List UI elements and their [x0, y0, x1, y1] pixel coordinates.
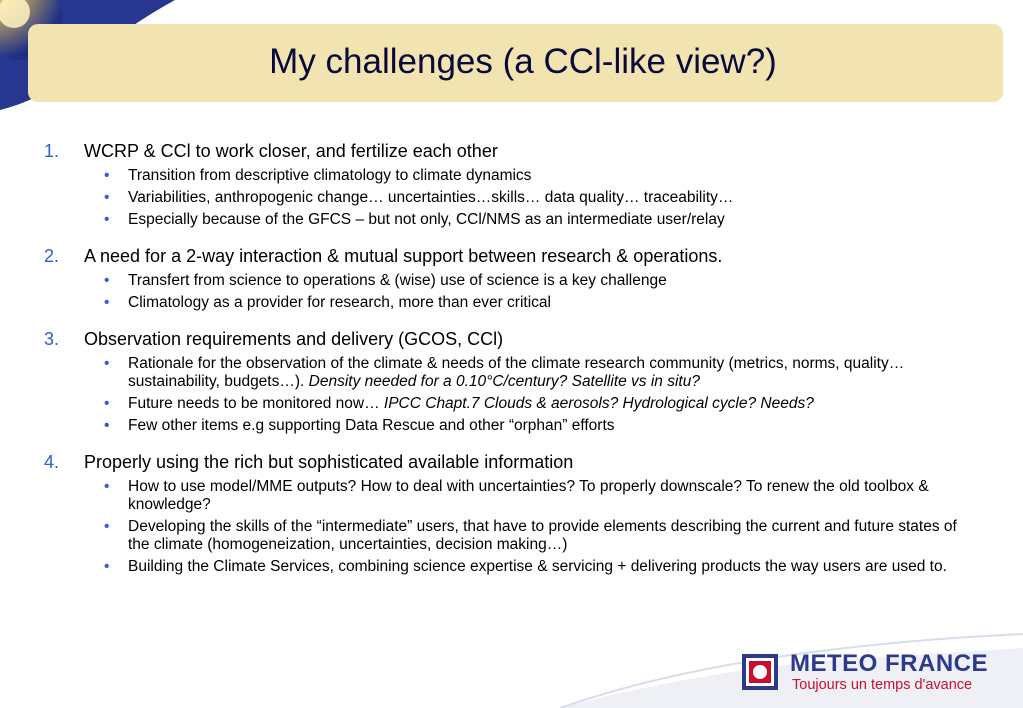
bullet-text: Climatology as a provider for research, more than ever critical [128, 294, 551, 311]
bullet-dot-icon: • [104, 518, 110, 535]
numbered-item [44, 327, 979, 435]
bullet-item [84, 355, 979, 391]
bullet-text: How to use model/MME outputs? How to deal with uncertainties? To properly downscale? To renew the old toolbox & knowledge? [128, 478, 929, 513]
bullet-dot-icon: • [104, 272, 110, 289]
bullet-dot-icon: • [104, 478, 110, 495]
bullet-italic-text: IPCC Chapt.7 Clouds & aerosols? Hydrological cycle? Needs? [383, 395, 814, 412]
bullet-text: Especially because of the GFCS – but not only, CCl/NMS as an intermediate user/relay [128, 211, 725, 228]
bullet-item [84, 518, 979, 554]
bullet-text: Variabilities, anthropogenic change… uncertainties…skills… data quality… traceability… [128, 189, 734, 206]
bullet-item [84, 558, 979, 576]
bullet-item [84, 189, 979, 207]
bullet-item [84, 478, 979, 514]
item-heading: WCRP & CCl to work closer, and fertilize each other [84, 141, 498, 161]
numbered-item [44, 139, 979, 229]
bullet-text: Few other items e.g supporting Data Rescue and other “orphan” efforts [128, 417, 615, 434]
bullet-item [84, 395, 979, 413]
logo-tagline: Toujours un temps d'avance [792, 677, 973, 693]
slide-title: My challenges (a CCl-like view?) [269, 42, 777, 81]
bullet-dot-icon: • [104, 558, 110, 575]
bullet-dot-icon: • [104, 417, 110, 434]
bullet-text: Developing the skills of the “intermediate” users, that have to provide elements describing the current and future states of the climate (homogeneization, uncertainties, decision making…) [128, 518, 957, 553]
logo-name: METEO FRANCE [790, 650, 988, 677]
bullet-list [84, 355, 979, 435]
bullet-text: Transfert from science to operations & (wise) use of science is a key challenge [128, 272, 667, 289]
bullet-item [84, 211, 979, 229]
bullet-list [84, 478, 979, 576]
bullet-item [84, 294, 979, 312]
item-number: 3. [44, 329, 60, 349]
meteo-france-emblem-icon [742, 654, 778, 690]
bullet-dot-icon: • [104, 355, 110, 372]
bullet-item [84, 272, 979, 290]
item-heading: A need for a 2-way interaction & mutual support between research & operations. [84, 246, 723, 266]
bullet-item [84, 417, 979, 435]
slide-content [44, 139, 979, 591]
bullet-dot-icon: • [104, 395, 110, 412]
bullet-text: Transition from descriptive climatology to climate dynamics [128, 167, 532, 184]
item-number: 4. [44, 452, 60, 472]
bullet-dot-icon: • [104, 167, 110, 184]
meteo-france-logo [740, 650, 1010, 700]
numbered-item [44, 450, 979, 576]
bullet-text: Building the Climate Services, combining science expertise & servicing + delivering products the way users are used to. [128, 558, 947, 575]
bullet-dot-icon: • [104, 211, 110, 228]
item-number: 2. [44, 246, 60, 266]
bullet-dot-icon: • [104, 294, 110, 311]
item-heading: Properly using the rich but sophisticated available information [84, 452, 574, 472]
item-heading: Observation requirements and delivery (GCOS, CCl) [84, 329, 504, 349]
numbered-item [44, 244, 979, 312]
bullet-text: Rationale for the observation of the climate & needs of the climate research community (metrics, norms, quality… sustainability, budgets…). [128, 355, 905, 390]
bullet-list [84, 167, 979, 229]
bullet-text: Future needs to be monitored now… [128, 395, 384, 412]
bullet-italic-text: Density needed for a 0.10°C/century? Satellite vs in situ? [308, 373, 700, 390]
item-number: 1. [44, 141, 60, 161]
bullet-dot-icon: • [104, 189, 110, 206]
bullet-list [84, 272, 979, 312]
bullet-item [84, 167, 979, 185]
